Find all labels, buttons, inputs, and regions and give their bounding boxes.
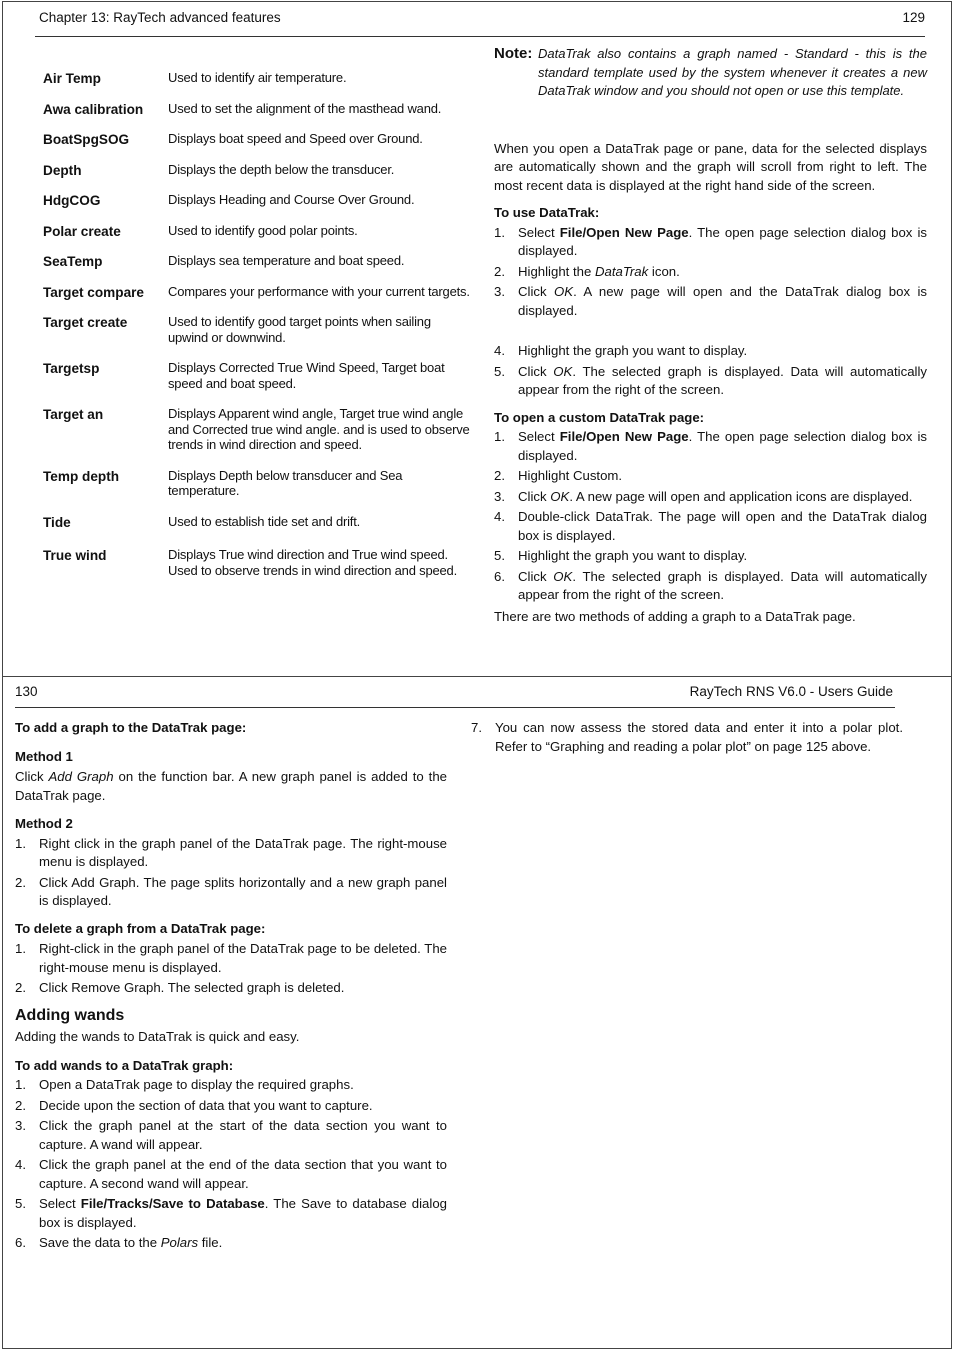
outro-paragraph: There are two methods of adding a graph to a DataTrak page. <box>494 608 856 624</box>
definition-term: Polar create <box>43 223 121 239</box>
delete-graph-heading: To delete a graph from a DataTrak page: <box>15 920 266 936</box>
definition-row <box>43 284 471 303</box>
definition-row <box>43 101 471 120</box>
definition-description: Used to identify good polar points. <box>168 222 358 238</box>
list-item <box>15 835 447 872</box>
step-text: Click the graph panel at the end of the data section that you want to capture. A second wand will appear. <box>39 1157 447 1191</box>
guide-title: RayTech RNS V6.0 - Users Guide <box>689 684 893 699</box>
page-130 <box>2 676 952 1349</box>
step-text: Highlight the <box>518 263 595 279</box>
step-text: Click the graph panel at the start of the data section you want to capture. A wand will appear. <box>39 1118 447 1152</box>
definition-description: Displays sea temperature and boat speed. <box>168 253 405 268</box>
step-content <box>518 283 927 320</box>
list-item <box>15 1195 447 1232</box>
step-content <box>518 263 927 282</box>
definition-row <box>43 468 471 499</box>
menu-path: File/Tracks/Save to Database <box>80 1196 265 1211</box>
definition-row <box>43 192 471 211</box>
definition-row <box>43 514 471 533</box>
page-129 <box>2 1 952 676</box>
step-text: Click Add Graph. The page splits horizontally and a new graph panel is displayed. <box>39 874 447 908</box>
step-text: Click <box>518 488 551 504</box>
list-item <box>15 1117 447 1154</box>
add-wands-heading: To add wands to a DataTrak graph: <box>15 1057 234 1073</box>
definition-term: Air Temp <box>43 71 101 86</box>
ui-term: Add Graph <box>48 769 114 784</box>
definition-term: Depth <box>43 162 82 178</box>
step-text: . A new page will open and application icons are displayed. <box>569 488 913 504</box>
step-text: . A new page will open and the DataTrak dialog box is displayed. <box>518 284 927 318</box>
ui-term: Polars <box>160 1235 199 1250</box>
note-label: Note: <box>494 45 533 62</box>
step-number: 2. <box>15 980 26 995</box>
definition-description: Displays True wind direction and True wind speed. Used to observe trends in wind direction and speed. <box>168 547 457 578</box>
step-content <box>39 1117 447 1154</box>
list-item <box>494 263 927 282</box>
add-graph-heading: To add a graph to the DataTrak page: <box>15 720 247 735</box>
step-content <box>39 835 447 872</box>
method2-steps <box>15 835 447 911</box>
step-number: 5. <box>494 363 505 379</box>
header-rule <box>35 36 925 37</box>
step-content <box>39 874 447 911</box>
definition-term: Target compare <box>43 284 144 300</box>
step-text: Highlight Custom. <box>518 468 623 483</box>
definition-row <box>43 253 471 272</box>
list-item <box>15 1097 447 1116</box>
list-item <box>494 547 927 566</box>
step-content <box>518 363 927 400</box>
step-text: You can now assess the stored data and enter it into a polar plot. Refer to “Graphing and reading a polar plot” on page 125 above. <box>495 720 903 754</box>
step-number: 2. <box>15 1097 26 1113</box>
step-text: Right click in the graph panel of the DataTrak page. The right-mouse menu is displayed. <box>39 835 447 869</box>
step-content <box>518 508 927 545</box>
definition-row <box>43 131 471 150</box>
ui-term: OK <box>554 284 574 299</box>
step-number: 3. <box>15 1118 26 1133</box>
definition-table <box>43 70 471 578</box>
step-content <box>518 342 927 361</box>
step-text: Highlight the graph you want to display. <box>518 548 748 563</box>
step-number: 2. <box>15 874 26 890</box>
step-text: . The Save to database dialog box is displayed. <box>39 1196 447 1230</box>
step-number: 5. <box>15 1196 26 1211</box>
custom-datatrak-steps <box>494 428 927 605</box>
step-text: Click <box>518 363 554 379</box>
list-item <box>494 224 927 261</box>
step-text: Click Remove Graph. The selected graph is deleted. <box>39 980 345 995</box>
custom-datatrak-heading: To open a custom DataTrak page: <box>494 409 705 425</box>
definition-term: SeaTemp <box>43 254 103 269</box>
step-content <box>39 1195 447 1232</box>
step-text: Open a DataTrak page to display the required graphs. <box>39 1077 354 1092</box>
method2-heading: Method 2 <box>15 816 73 831</box>
ui-term: OK <box>553 568 573 584</box>
adding-wands-intro: Adding the wands to DataTrak is quick and easy. <box>15 1029 300 1044</box>
step-content <box>518 568 927 605</box>
right-column <box>494 45 927 626</box>
page-number: 130 <box>15 684 38 699</box>
definition-description: Compares your performance with your current targets. <box>168 283 470 299</box>
page-number: 129 <box>902 10 925 25</box>
step-text: file. <box>198 1235 223 1250</box>
use-datatrak-steps <box>494 224 927 400</box>
step-number: 4. <box>494 343 505 358</box>
note-text: DataTrak also contains a graph named - Standard - this is the standard template used by the system whenever it creates a new DataTrak window and you should not open or use this template. <box>538 46 927 98</box>
list-item <box>494 467 927 486</box>
step-content <box>495 719 903 756</box>
step-text: Decide upon the section of data that you want to capture. <box>39 1097 373 1113</box>
delete-graph-steps <box>15 940 447 998</box>
step-text: Select <box>39 1196 81 1211</box>
step-text: . The selected graph is displayed. Data will automatically appear from the right of the screen. <box>518 568 927 602</box>
step-number: 7. <box>471 720 482 735</box>
add-wands-steps-continued <box>471 719 903 756</box>
step-number: 4. <box>15 1157 26 1172</box>
left-column <box>15 719 447 1253</box>
list-item <box>494 363 927 400</box>
menu-path: File/Open New Page <box>559 429 689 444</box>
adding-wands-title: Adding wands <box>15 1006 125 1024</box>
step-text: . The open page selection dialog box is displayed. <box>518 429 927 463</box>
step-content <box>39 1097 447 1116</box>
step-content <box>39 940 447 977</box>
step-text: Select <box>518 429 560 444</box>
list-item <box>15 1156 447 1193</box>
step-number: 2. <box>494 263 505 279</box>
definition-description: Displays Heading and Course Over Ground. <box>168 192 415 207</box>
list-item <box>494 283 927 320</box>
step-number: 3. <box>494 284 505 299</box>
definition-description: Displays Depth below transducer and Sea temperature. <box>168 467 403 498</box>
list-item <box>15 1076 447 1095</box>
step-text: . The open page selection dialog box is displayed. <box>518 224 927 258</box>
definition-description: Used to identify good target points when sailing upwind or downwind. <box>168 314 431 345</box>
step-content <box>518 547 927 566</box>
step-content <box>518 488 927 507</box>
list-item <box>494 568 927 605</box>
step-content <box>39 979 447 998</box>
ui-term: OK <box>553 363 573 379</box>
step-number: 1. <box>15 1077 26 1092</box>
step-number: 2. <box>494 468 505 483</box>
step-text: . The selected graph is displayed. Data will automatically appear from the right of the screen. <box>518 363 927 397</box>
step-text: Double-click DataTrak. The page will open and the DataTrak dialog box is displayed. <box>518 509 927 543</box>
step-number: 1. <box>15 941 26 956</box>
definition-row <box>43 314 471 345</box>
list-item <box>15 940 447 977</box>
definition-row <box>43 223 471 242</box>
list-item <box>15 874 447 911</box>
definition-description: Displays Corrected True Wind Speed, Target boat speed and boat speed. <box>168 360 445 391</box>
step-text: Highlight the graph you want to display. <box>518 343 748 358</box>
definition-row <box>43 360 471 391</box>
menu-path: File/Open New Page <box>559 224 689 240</box>
definition-term: HdgCOG <box>43 193 101 208</box>
definition-term: Target create <box>43 315 128 330</box>
header-rule <box>15 707 895 708</box>
definition-term: BoatSpgSOG <box>43 132 130 147</box>
step-content <box>39 1234 447 1253</box>
definition-description: Used to set the alignment of the masthead wand. <box>168 100 442 116</box>
definition-description: Displays boat speed and Speed over Ground. <box>168 131 423 146</box>
definition-description: Used to identify air temperature. <box>168 70 347 85</box>
step-number: 1. <box>494 224 505 240</box>
ui-term: DataTrak <box>594 263 649 279</box>
step-number: 4. <box>494 509 505 524</box>
step-content <box>518 224 927 261</box>
definition-term: Targetsp <box>43 361 100 376</box>
list-item <box>15 1234 447 1253</box>
right-column <box>471 719 903 756</box>
definition-term: Awa calibration <box>43 101 144 117</box>
step-number: 6. <box>15 1235 26 1250</box>
step-content <box>39 1156 447 1193</box>
step-content <box>518 467 927 486</box>
step-number: 5. <box>494 548 505 563</box>
definition-row <box>43 70 471 89</box>
use-datatrak-heading: To use DataTrak: <box>494 205 600 220</box>
step-text: Select <box>518 224 560 240</box>
step-text: Save the data to the <box>39 1235 161 1250</box>
method1-heading: Method 1 <box>15 748 73 764</box>
step-content <box>518 428 927 465</box>
step-text: on the function bar. A new graph panel is added to the DataTrak page. <box>15 769 447 803</box>
definition-description: Displays Apparent wind angle, Target true wind angle and Corrected true wind angle. and is used to observe trends in wind direction and speed. <box>168 406 470 452</box>
step-number: 6. <box>494 568 505 584</box>
step-number: 1. <box>15 835 26 851</box>
step-text: Right-click in the graph panel of the DataTrak page to be deleted. The right-mouse menu is displayed. <box>39 941 447 975</box>
list-item <box>494 508 927 545</box>
list-item <box>494 342 927 361</box>
definition-description: Used to establish tide set and drift. <box>168 513 361 529</box>
step-number: 3. <box>494 488 505 504</box>
list-item <box>471 719 903 756</box>
definition-row <box>43 406 471 453</box>
list-item <box>494 488 927 507</box>
list-item <box>15 979 447 998</box>
definition-term: Temp depth <box>43 468 120 484</box>
add-wands-steps <box>15 1076 447 1253</box>
step-text: Click <box>518 568 554 584</box>
step-text: Click <box>15 769 49 784</box>
definition-term: True wind <box>43 548 107 563</box>
note-block <box>494 45 927 101</box>
step-text: Click <box>518 284 554 299</box>
definition-description: Displays the depth below the transducer. <box>168 161 395 177</box>
method1-text <box>15 768 447 805</box>
definition-term: Target an <box>43 407 104 422</box>
ui-term: OK <box>550 488 570 504</box>
definition-row <box>43 547 471 578</box>
step-text: icon. <box>648 263 680 279</box>
intro-paragraph: When you open a DataTrak page or pane, data for the selected displays are automatically shown and the graph will scroll from right to left. The most recent data is displayed at the right hand side of the screen. <box>494 140 927 193</box>
definition-row <box>43 162 471 181</box>
definition-term: Tide <box>43 514 71 530</box>
step-number: 1. <box>494 429 505 444</box>
chapter-header: Chapter 13: RayTech advanced features <box>39 10 281 25</box>
list-item <box>494 428 927 465</box>
step-content <box>39 1076 447 1095</box>
